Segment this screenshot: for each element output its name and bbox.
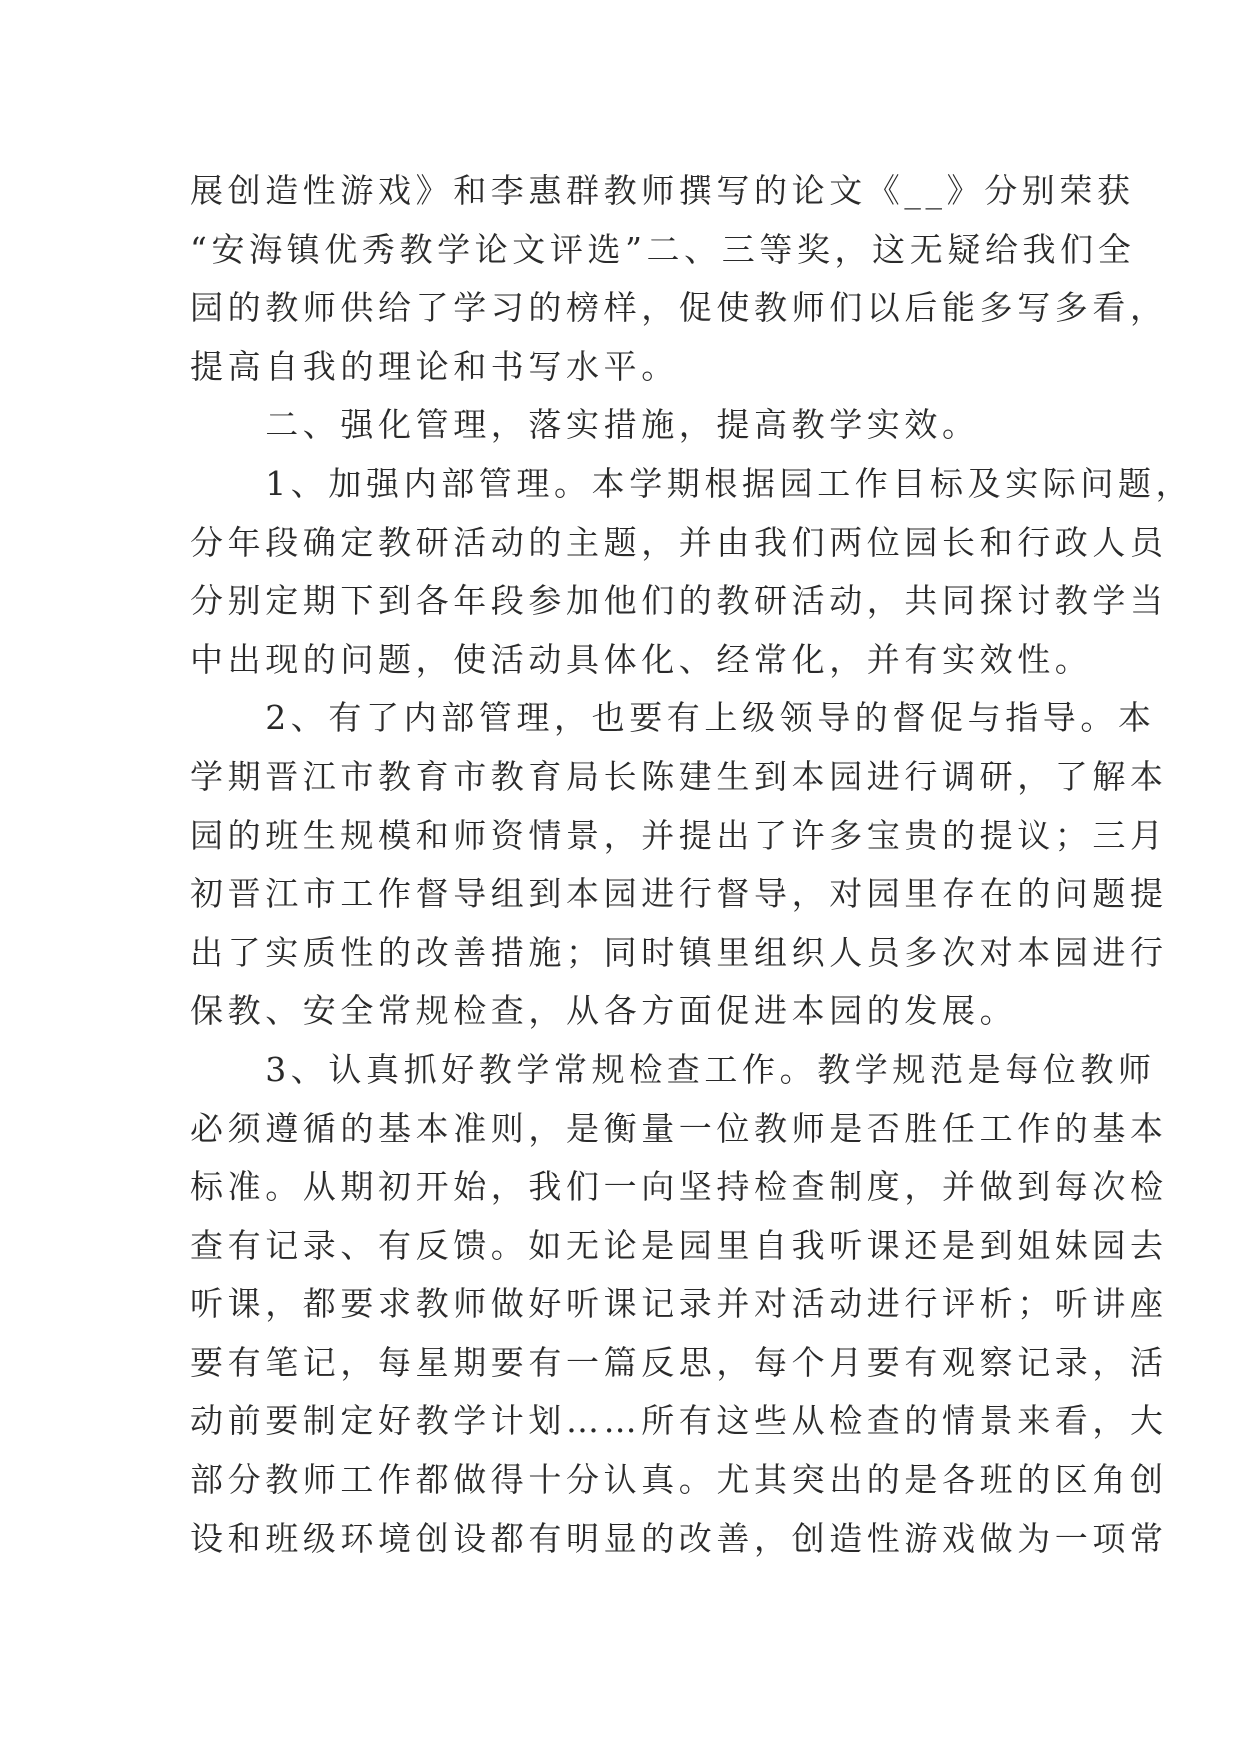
text-line: 部分教师工作都做得十分认真。尤其突出的是各班的区角创 (190, 1460, 1168, 1500)
text-line: 必须遵循的基本准则，是衡量一位教师是否胜任工作的基本 (190, 1108, 1168, 1148)
text-line: “安海镇优秀教学论文评选”二、三等奖，这无疑给我们全 (190, 229, 1136, 269)
section-heading: 二、强化管理，落实措施，提高教学实效。 (190, 405, 980, 445)
text-line: 标准。从期初开始，我们一向坚持检查制度，并做到每次检 (190, 1167, 1168, 1207)
text-line: 保教、安全常规检查，从各方面促进本园的发展。 (190, 991, 1018, 1031)
text-line: 出了实质性的改善措施；同时镇里组织人员多次对本园进行 (190, 932, 1168, 972)
text-line: 展创造性游戏》和李惠群教师撰写的论文《__》分别荣获 (190, 171, 1135, 210)
text-line: 要有笔记，每星期要有一篇反思，每个月要有观察记录，活 (190, 1342, 1168, 1382)
text-line: 听课，都要求教师做好听课记录并对活动进行评析；听讲座 (190, 1284, 1168, 1324)
text-line: 分别定期下到各年段参加他们的教研活动，共同探讨教学当 (190, 581, 1168, 621)
paragraph-start: 3、认真抓好教学常规检查工作。教学规范是每位教师 (190, 1049, 1156, 1089)
text-line: 初晋江市工作督导组到本园进行督导，对园里存在的问题提 (190, 874, 1168, 914)
text-line: 园的教师供给了学习的榜样，促使教师们以后能多写多看， (190, 288, 1168, 328)
text-line: 学期晋江市教育市教育局长陈建生到本园进行调研，了解本 (190, 756, 1168, 796)
paragraph-start: 1、加强内部管理。本学期根据园工作目标及实际问题， (190, 463, 1194, 503)
text-line: 园的班生规模和师资情景，并提出了许多宝贵的提议；三月 (190, 815, 1168, 855)
text-line: 查有记录、有反馈。如无论是园里自我听课还是到姐妹园去 (190, 1225, 1168, 1265)
text-line: 中出现的问题，使活动具体化、经常化，并有实效性。 (190, 639, 1093, 679)
text-line: 设和班级环境创设都有明显的改善，创造性游戏做为一项常 (190, 1518, 1168, 1558)
text-line: 动前要制定好教学计划……所有这些从检查的情景来看，大 (190, 1401, 1168, 1441)
body-text (190, 162, 1194, 1568)
text-line: 分年段确定教研活动的主题，并由我们两位园长和行政人员 (190, 522, 1168, 562)
paragraph-start: 2、有了内部管理，也要有上级领导的督促与指导。本 (190, 698, 1156, 738)
text-line: 提高自我的理论和书写水平。 (190, 346, 679, 386)
